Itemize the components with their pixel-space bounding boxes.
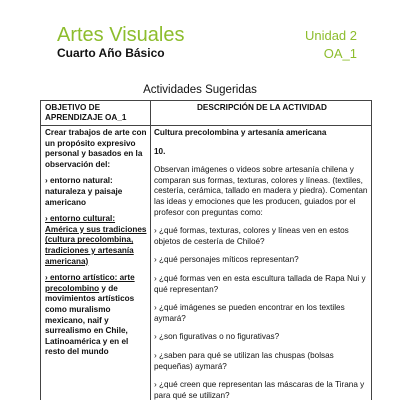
objective-item-cultural: [45, 214, 149, 267]
question-item: › ¿son figurativas o no figurativas?: [154, 332, 280, 342]
question-item: › ¿qué personajes míticos representan?: [154, 255, 299, 265]
column-header-objective: OBJETIVO DE APRENDIZAJE OA_1: [45, 103, 127, 122]
objective-item-cultural-body: América y sus tradiciones (cultura precolombina, tradiciones y artesanía americana): [45, 224, 147, 266]
question-item: › ¿qué formas, texturas, colores y líneas ven en estos objetos de cestería de Chiloé?: [154, 226, 349, 246]
activity-number: 10.: [154, 146, 166, 156]
activities-table: [40, 100, 372, 400]
activity-title: Cultura precolombina y artesanía americana: [154, 128, 327, 137]
section-title: Actividades Sugeridas: [143, 84, 257, 96]
document-title: Artes Visuales: [57, 24, 185, 46]
objective-item-artistic-underlined: precolombino: [45, 283, 100, 293]
objective-item-artistic-body: y de movimientos artísticos como muralismo mexicano, naif y surrealismo en Chile, Latinoamérica y en el resto del mundo: [45, 283, 135, 357]
column-header-description: DESCRIPCIÓN DE LA ACTIVIDAD: [197, 103, 327, 112]
question-item: › ¿qué formas ven en esta escultura tallada de Rapa Nui y qué representan?: [154, 273, 366, 294]
objective-item-artistic-head: › entorno artístico: arte: [45, 273, 135, 283]
question-item: › ¿qué imágenes se pueden encontrar en los textiles aymará?: [154, 303, 345, 323]
objective-intro: Crear trabajos de arte con un propósito expresivo personal y basados en la observación del:: [45, 128, 147, 169]
unit-label: Unidad 2: [304, 28, 357, 43]
objective-cell: [45, 128, 149, 364]
objective-item-natural-body: naturaleza y paisaje americano: [45, 186, 123, 207]
question-item: › ¿saben para qué se utilizan las chuspas (bolsas pequeñas) aymará?: [154, 350, 334, 371]
question-item: › ¿qué creen que representan las máscaras de la Tirana y para qué se utilizan?: [154, 380, 365, 400]
objective-item-natural: [45, 176, 149, 208]
document-subtitle: Cuarto Año Básico: [57, 46, 165, 60]
header-divider: [41, 125, 371, 126]
activity-intro: Observan imágenes o videos sobre artesanía chilena y comparan sus formas, texturas, colores y líneas. (textiles, cestería, cerámica, tallado en madera y piedra). Comentan las ideas y emociones que les producen, guiados por el profesor con preguntas como:: [154, 165, 368, 217]
objective-item-natural-head: › entorno natural:: [45, 176, 113, 186]
column-divider: [150, 101, 151, 400]
oa-label: OA_1: [323, 46, 357, 61]
objective-item-cultural-head: › entorno cultural:: [45, 214, 116, 224]
description-cell: [154, 128, 370, 400]
objective-item-artistic: [45, 273, 149, 358]
document-header: [57, 24, 357, 64]
